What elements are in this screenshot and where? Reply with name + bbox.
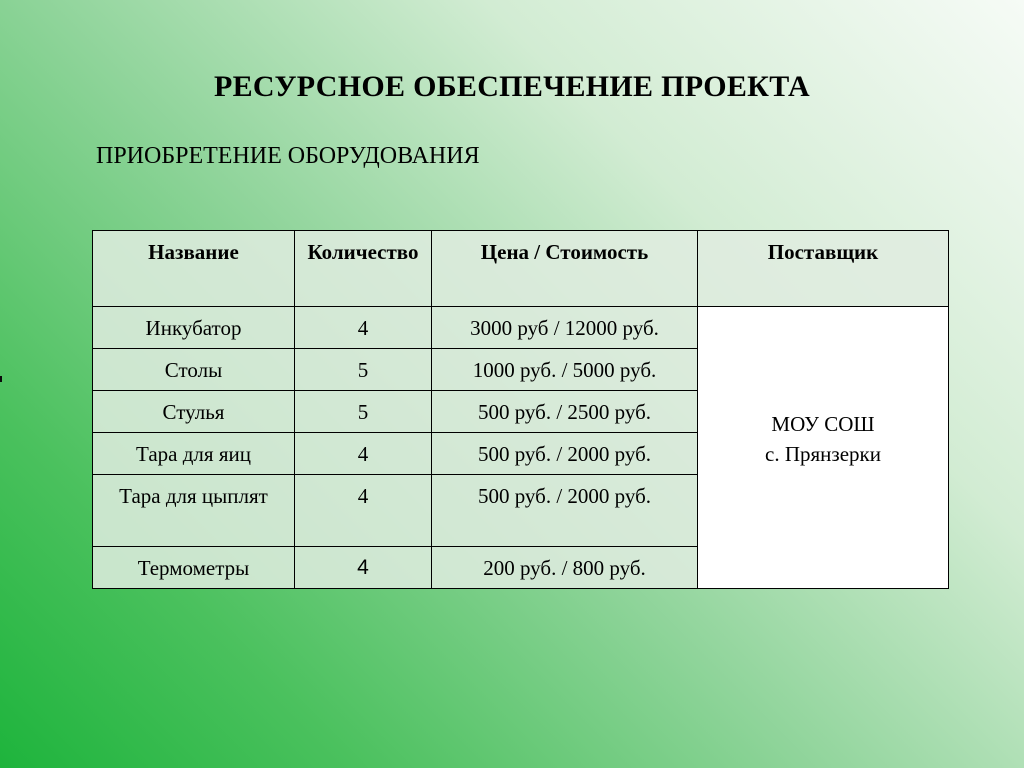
cell-name: Инкубатор xyxy=(93,307,295,349)
cell-name: Столы xyxy=(93,349,295,391)
cell-quantity: 5 xyxy=(295,391,432,433)
equipment-table xyxy=(92,230,949,589)
cell-quantity: 5 xyxy=(295,349,432,391)
page-title: РЕСУРСНОЕ ОБЕСПЕЧЕНИЕ ПРОЕКТА xyxy=(213,70,810,103)
cell-price: 500 руб. / 2500 руб. xyxy=(432,391,698,433)
edge-mark xyxy=(0,376,2,382)
table-header-row xyxy=(93,231,949,307)
cell-name: Стулья xyxy=(93,391,295,433)
equipment-table-container xyxy=(92,230,948,589)
page-subtitle: ПРИОБРЕТЕНИЕ ОБОРУДОВАНИЯ xyxy=(96,143,480,169)
cell-quantity: 4 xyxy=(295,475,432,547)
header-name: Название xyxy=(93,231,295,307)
cell-quantity: 4 xyxy=(295,307,432,349)
cell-price: 1000 руб. / 5000 руб. xyxy=(432,349,698,391)
cell-price: 500 руб. / 2000 руб. xyxy=(432,475,698,547)
header-price: Цена / Стоимость xyxy=(432,231,698,307)
cell-price: 3000 руб / 12000 руб. xyxy=(432,307,698,349)
cell-quantity: 4 xyxy=(295,433,432,475)
cell-name: Термометры xyxy=(93,547,295,589)
supplier-line-2: с. Прянзерки xyxy=(765,441,881,466)
cell-name: Тара для цыплят xyxy=(93,475,295,547)
supplier-line-1: МОУ СОШ xyxy=(771,411,875,436)
cell-price: 200 руб. / 800 руб. xyxy=(432,547,698,589)
header-supplier: Поставщик xyxy=(698,231,949,307)
cell-name: Тара для яиц xyxy=(93,433,295,475)
cell-supplier xyxy=(698,307,949,589)
cell-price: 500 руб. / 2000 руб. xyxy=(432,433,698,475)
table-row xyxy=(93,307,949,349)
header-quantity: Количество xyxy=(295,231,432,307)
cell-quantity: 4 xyxy=(295,547,432,589)
